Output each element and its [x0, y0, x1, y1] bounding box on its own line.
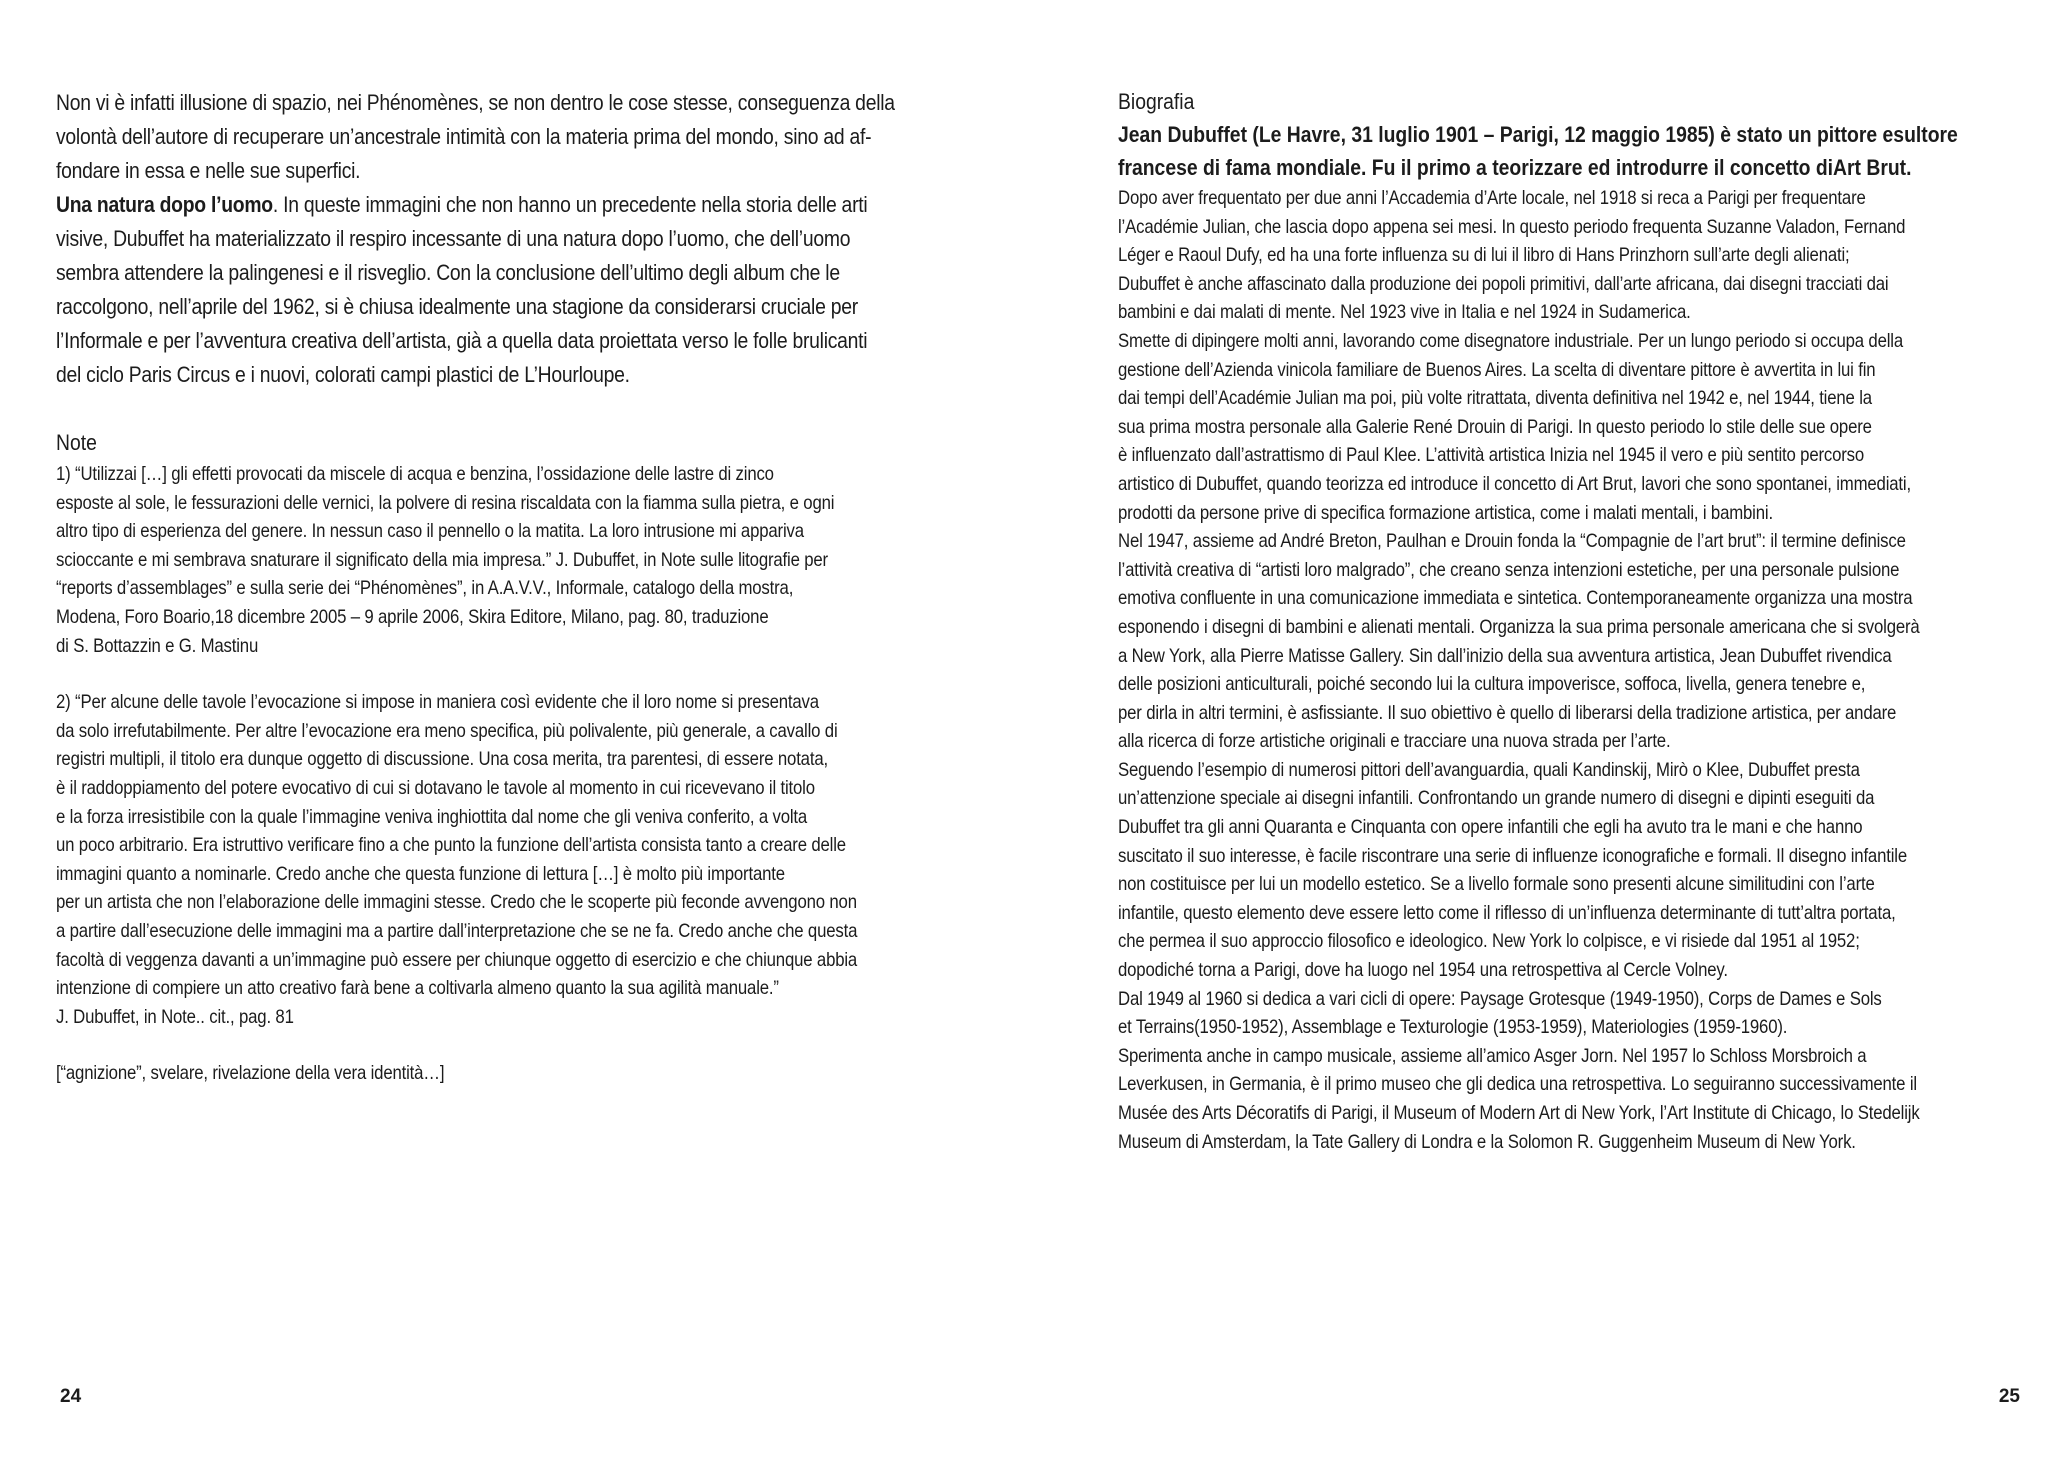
text-line: gestione dell’Azienda vinicola familiare de Buenos Aires. La scelta di diventare pittore è avvertita in lui fin: [1118, 358, 1876, 381]
section-paragraph: [56, 188, 976, 392]
text-line: Dopo aver frequentato per due anni l’Accademia d’Arte locale, nel 1918 si reca a Parigi per frequentare: [1118, 187, 1866, 209]
text-line: visive, Dubuffet ha materializzato il respiro incessante di una natura dopo l’uomo, che dell’uomo: [56, 226, 851, 251]
text-line: un’attenzione speciale ai disegni infantili. Confrontando un grande numero di disegni e dipinti eseguiti da: [1118, 787, 1875, 810]
text-line: Musée des Arts Décoratifs di Parigi, il Museum of Modern Art di New York, l’Art Institute di Chicago, lo Stedelijk: [1118, 1102, 1920, 1124]
text-line: 2) “Per alcune delle tavole l’evocazione si impose in maniera così evidente che il loro nome si presentava: [56, 691, 819, 714]
text-line: scioccante e mi sembrava snaturare il significato della mia impresa.” J. Dubuffet, in Note sulle litografie per: [56, 548, 828, 571]
text-line: a partire dall’esecuzione delle immagini ma a partire dall’interpretazione che se ne fa. Credo anche che questa: [56, 919, 858, 942]
page-number-left: 24: [60, 1386, 82, 1407]
text-line: e la forza irresistibile con la quale l’immagine veniva inghiottita dal nome che gli veniva conferito, a volta: [56, 805, 808, 828]
text-line: prodotti da persone prive di specifica formazione artistica, come i malati mentali, i bambini.: [1118, 501, 1773, 524]
text-line: bambini e dai malati di mente. Nel 1923 vive in Italia e nel 1924 in Sudamerica.: [1118, 301, 1691, 324]
text-line: Nel 1947, assieme ad André Breton, Paulhan e Drouin fonda la “Compagnie de l’art brut”: il termine definisce: [1118, 530, 1906, 553]
text-line: un poco arbitrario. Era istruttivo verificare fino a che punto la funzione dell’artista consista tanto a creare delle: [56, 834, 846, 857]
text-line: l’Académie Julian, che lascia dopo appena sei mesi. In questo periodo frequenta Suzanne Valadon, Fernand: [1118, 215, 1906, 238]
text-line: Non vi è infatti illusione di spazio, nei Phénomènes, se non dentro le cose stesse, conseguenza della: [56, 90, 895, 115]
text-line: raccolgono, nell’aprile del 1962, si è chiusa idealmente una stagione da considerarsi cruciale per: [56, 294, 858, 319]
note-3: [56, 1059, 976, 1088]
biography-body: [1118, 184, 2021, 1156]
biography-label: Biografia: [1118, 89, 1195, 114]
section-lead: Una natura dopo l’uomo: [56, 192, 273, 217]
text-line: [“agnizione”, svelare, rivelazione della vera identità…]: [56, 1062, 445, 1085]
text-line: è influenzato dall’astrattismo di Paul Klee. L’attività artistica Inizia nel 1945 il vero e più sentito percorso: [1118, 444, 1865, 467]
text-line: Dubuffet è anche affascinato dalla produzione dei popoli primitivi, dall’arte africana, dai disegni tracciati dai: [1118, 272, 1889, 295]
text-line: a New York, alla Pierre Matisse Gallery. Sin dall’inizio della sua avventura artistica, Jean Dubuffet rivendica: [1118, 644, 1892, 667]
section-line: . In queste immagini che non hanno un precedente nella storia delle arti: [272, 192, 868, 217]
text-line: l’attività creativa di “artisti loro malgrado”, che creano senza intenzioni estetiche, per una personale pulsione: [1118, 558, 1900, 581]
text-line: 1) “Utilizzai […] gli effetti provocati da miscele di acqua e benzina, l’ossidazione delle lastre di zinco: [56, 463, 774, 485]
text-line: intenzione di compiere un atto creativo farà bene a coltivarla almeno quanto la sua agilità manuale.”: [56, 977, 779, 1000]
note-2: [56, 688, 976, 1031]
text-line: Smette di dipingere molti anni, lavorando come disegnatore industriale. Per un lungo periodo si occupa della: [1118, 329, 1904, 352]
note-1: [56, 460, 976, 660]
text-line: francese di fama mondiale. Fu il primo a teorizzare ed introdurre il concetto diArt Brut.: [1118, 155, 1912, 180]
right-page: [1024, 0, 2048, 1469]
text-line: fondare in essa e nelle sue superfici.: [56, 158, 361, 183]
text-line: immagini quanto a nominarle. Credo anche che questa funzione di lettura […] è molto più importante: [56, 862, 785, 885]
text-line: suscitato il suo interesse, è facile riscontrare una serie di influenze iconografiche e formali. Il disegno infantile: [1118, 844, 1907, 867]
text-line: sua prima mostra personale alla Galerie René Drouin di Parigi. In questo periodo lo stile delle sue opere: [1118, 415, 1872, 438]
text-line: J. Dubuffet, in Note.. cit., pag. 81: [56, 1005, 294, 1028]
text-line: l’Informale e per l’avventura creativa dell’artista, già a quella data proiettata verso le folle brulicanti: [56, 328, 868, 353]
intro-paragraph: [56, 86, 976, 188]
text-line: non costituisce per lui un modello estetico. Se a livello formale sono presenti alcune similitudini con l’arte: [1118, 873, 1875, 896]
text-line: Museum di Amsterdam, la Tate Gallery di Londra e la Solomon R. Guggenheim Museum di New York.: [1118, 1130, 1856, 1153]
text-line: del ciclo Paris Circus e i nuovi, colorati campi plastici de L’Hourloupe.: [56, 362, 630, 387]
text-line: facoltà di veggenza davanti a un’immagine può essere per chiunque oggetto di esercizio e che chiunque abbia: [56, 948, 858, 971]
text-line: da solo irrefutabilmente. Per altre l’evocazione era meno specifica, più polivalente, più generale, a cavallo di: [56, 719, 838, 742]
text-line: emotiva confluente in una comunicazione immediata e sintetica. Contemporaneamente organizza una mostra: [1118, 587, 1913, 610]
text-line: infantile, questo elemento deve essere letto come il riflesso di un’influenza determinante di tutt’altra portata,: [1118, 901, 1896, 924]
text-line: Seguendo l’esempio di numerosi pittori dell’avanguardia, quali Kandinskij, Mirò o Klee, Dubuffet presta: [1118, 758, 1860, 781]
text-line: Leverkusen, in Germania, è il primo museo che gli dedica una retrospettiva. Lo seguiranno successivamente il: [1118, 1073, 1917, 1096]
text-line: volontà dell’autore di recuperare un’ancestrale intimità con la materia prima del mondo, sino ad af-: [56, 124, 872, 149]
text-line: et Terrains(1950-1952), Assemblage e Texturologie (1953-1959), Materiologies (1959-1960).: [1118, 1016, 1788, 1039]
text-line: Sperimenta anche in campo musicale, assieme all’amico Asger Jorn. Nel 1957 lo Schloss Morsbroich a: [1118, 1044, 1867, 1067]
text-line: Jean Dubuffet (Le Havre, 31 luglio 1901 – Parigi, 12 maggio 1985) è stato un pittore esultore: [1118, 122, 1958, 147]
section-first-line: [56, 188, 976, 222]
right-column: [1118, 86, 2018, 1156]
text-line: che permea il suo approccio filosofico e ideologico. New York lo colpisce, e vi risiede dal 1951 al 1952;: [1118, 930, 1860, 953]
text-line: alla ricerca di forze artistiche originali e tracciare una nuova strada per l’arte.: [1118, 730, 1671, 753]
text-line: sembra attendere la palingenesi e il risveglio. Con la conclusione dell’ultimo degli album che le: [56, 260, 840, 285]
text-line: delle posizioni anticulturali, poiché secondo lui la cultura impoverisce, soffoca, livella, genera tenebre e,: [1118, 673, 1866, 696]
text-line: registri multipli, il titolo era dunque oggetto di discussione. Una cosa merita, tra parentesi, di essere notata,: [56, 748, 828, 771]
text-line: è il raddoppiamento del potere evocativo di cui si dotavano le tavole al momento in cui ricevevano il titolo: [56, 776, 815, 799]
page-number-right: 25: [1998, 1386, 2020, 1407]
text-line: dai tempi dell’Académie Julian ma poi, più volte ritrattata, diventa definitiva nel 1942 e, nel 1944, tiene la: [1118, 387, 1872, 410]
left-column: [56, 86, 976, 1088]
text-line: “reports d’assemblages” e sulla serie dei “Phénomènes”, in A.A.V.V., Informale, catalogo della mostra,: [56, 577, 794, 600]
notes-heading: Note: [56, 430, 97, 455]
text-line: Modena, Foro Boario,18 dicembre 2005 – 9 aprile 2006, Skira Editore, Milano, pag. 80, traduzione: [56, 605, 769, 628]
text-line: altro tipo di esperienza del genere. In nessun caso il pennello o la matita. La loro intrusione mi appariva: [56, 520, 804, 543]
text-line: esposte al sole, le fessurazioni delle vernici, la polvere di resina riscaldata con la fiamma sulla pietra, e ogni: [56, 491, 835, 514]
text-line: Léger e Raoul Dufy, ed ha una forte influenza su di lui il libro di Hans Prinzhorn sull’arte degli alienati;: [1118, 244, 1850, 267]
text-line: Dal 1949 al 1960 si dedica a vari cicli di opere: Paysage Grotesque (1949-1950), Corps de Dames e Sols: [1118, 987, 1882, 1010]
section-rest: [56, 222, 976, 392]
text-line: di S. Bottazzin e G. Mastinu: [56, 634, 259, 657]
text-line: per dirla in altri termini, è asfissiante. Il suo obiettivo è quello di liberarsi della tradizione artistica, per andare: [1118, 701, 1897, 724]
text-line: dopodiché torna a Parigi, dove ha luogo nel 1954 una retrospettiva al Cercle Volney.: [1118, 959, 1728, 982]
text-line: esponendo i disegni di bambini e alienati mentali. Organizza la sua prima personale americana che si svolgerà: [1118, 615, 1920, 638]
text-line: artistico di Dubuffet, quando teorizza ed introduce il concetto di Art Brut, lavori che sono spontanei, immediati,: [1118, 472, 1911, 495]
text-line: Dubuffet tra gli anni Quaranta e Cinquanta con opere infantili che egli ha avuto tra le mani e che hanno: [1118, 816, 1863, 839]
text-line: per un artista che non l’elaborazione delle immagini stesse. Credo che le scoperte più feconde avvengono non: [56, 891, 857, 914]
biography-headline: [1118, 118, 2021, 184]
